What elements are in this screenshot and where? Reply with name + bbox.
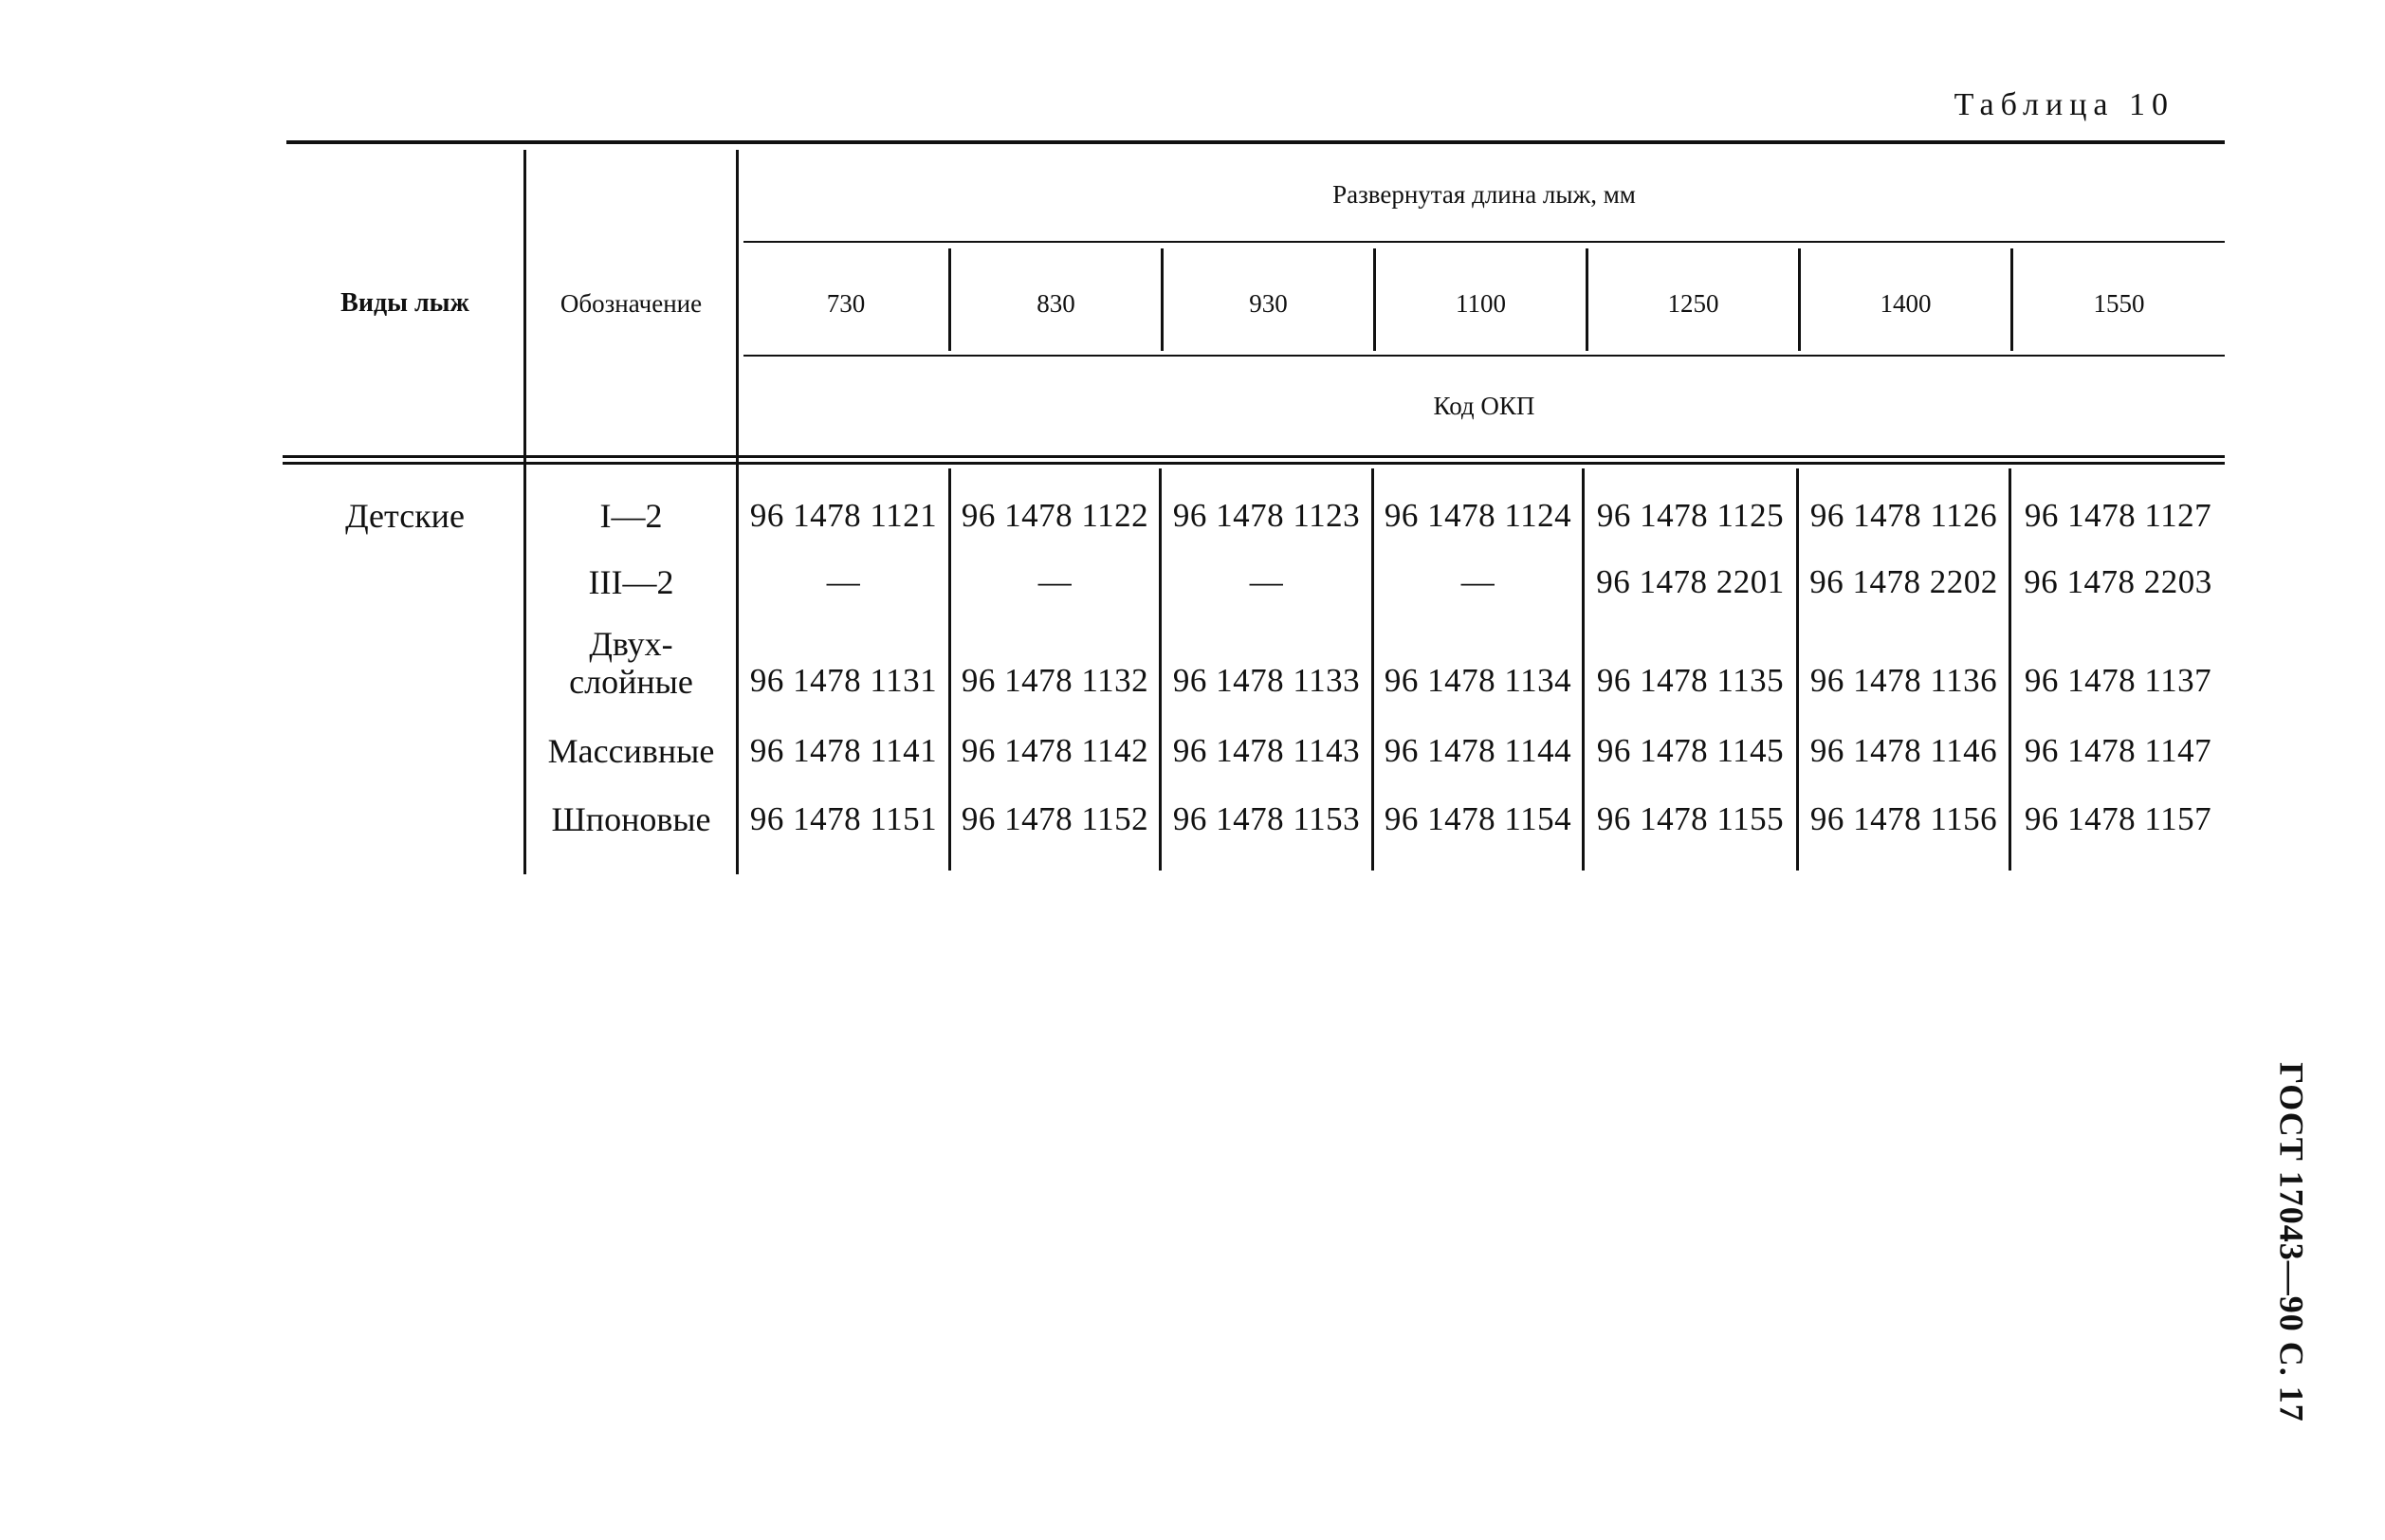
okp-code-cell: 96 1478 1154 — [1384, 800, 1572, 837]
header-divider-code — [743, 355, 2225, 357]
okp-code-cell: — — [1249, 563, 1284, 600]
okp-code-cell: 96 1478 1124 — [1384, 497, 1572, 534]
designation-solid: Массивные — [547, 732, 715, 770]
designation-two-layer — [526, 622, 736, 704]
okp-code-cell: 96 1478 1141 — [749, 732, 938, 769]
okp-code-cell: — — [826, 563, 861, 600]
header-length-730: 730 — [826, 288, 866, 318]
designation-veneer: Шпоновые — [551, 800, 711, 838]
header-length-830: 830 — [1037, 288, 1075, 318]
okp-code-cell: 96 1478 1135 — [1596, 662, 1785, 699]
designation-two-layer-line1: Двух- — [589, 625, 673, 663]
okp-code-cell: 96 1478 2203 — [2024, 563, 2212, 600]
okp-code-cell: — — [1037, 563, 1073, 600]
okp-code-cell: 96 1478 1131 — [749, 662, 938, 699]
okp-code-cell: 96 1478 1144 — [1384, 732, 1572, 769]
designation-two-layer-line2: слойные — [569, 663, 693, 701]
designation-I-2: I—2 — [599, 497, 663, 535]
page-footer-text: ГОСТ 17043—90 С. 17 — [2273, 1062, 2311, 1422]
okp-code-cell: 96 1478 1123 — [1172, 497, 1361, 534]
header-bottom-rule-1 — [283, 455, 2225, 458]
group-label-children: Детские — [345, 497, 465, 535]
okp-code-cell: 96 1478 1156 — [1809, 800, 1998, 837]
header-length-1250: 1250 — [1667, 288, 1719, 318]
top-rule — [286, 140, 2225, 144]
okp-code-cell: 96 1478 1146 — [1809, 732, 1998, 769]
okp-code-cell: 96 1478 1143 — [1172, 732, 1361, 769]
okp-code-cell: 96 1478 1121 — [749, 497, 938, 534]
okp-code-cell: 96 1478 1122 — [961, 497, 1149, 534]
designation-III-2: III—2 — [588, 563, 674, 601]
okp-code-cell: 96 1478 1153 — [1172, 800, 1361, 837]
header-length-span: Развернутая длина лыж, мм — [1332, 179, 1636, 209]
table-caption: Таблица 10 — [1954, 87, 2174, 122]
okp-code-cell: 96 1478 1136 — [1809, 662, 1998, 699]
okp-code-cell: 96 1478 1137 — [2024, 662, 2212, 699]
okp-code-cell: 96 1478 1152 — [961, 800, 1149, 837]
okp-code-cell: 96 1478 2202 — [1809, 563, 1998, 600]
okp-code-cell: 96 1478 1155 — [1596, 800, 1785, 837]
page-footer-standard — [2268, 1053, 2316, 1432]
header-length-930: 930 — [1249, 288, 1288, 318]
okp-code-cell: 96 1478 1127 — [2024, 497, 2212, 534]
okp-code-cell: 96 1478 1142 — [961, 732, 1149, 769]
header-designation: Обозначение — [560, 288, 703, 318]
okp-code-cell: 96 1478 1151 — [749, 800, 938, 837]
okp-code-cell: 96 1478 2201 — [1596, 563, 1785, 600]
okp-code-cell: 96 1478 1125 — [1596, 497, 1785, 534]
okp-code-cell: 96 1478 1134 — [1384, 662, 1572, 699]
header-okp-code-span: Код ОКП — [1433, 391, 1535, 420]
header-length-1100: 1100 — [1456, 288, 1506, 318]
header-ski-type: Виды лыж — [340, 288, 469, 318]
okp-code-cell: 96 1478 1145 — [1596, 732, 1785, 769]
header-length-1550: 1550 — [2093, 288, 2145, 318]
header-length-1400: 1400 — [1880, 288, 1932, 318]
okp-code-cell: 96 1478 1133 — [1172, 662, 1361, 699]
okp-code-cell: 96 1478 1126 — [1809, 497, 1998, 534]
okp-code-cell: 96 1478 1132 — [961, 662, 1149, 699]
okp-code-cell: 96 1478 1147 — [2024, 732, 2212, 769]
header-bottom-rule-2 — [283, 462, 2225, 465]
header-divider-length — [743, 241, 2225, 243]
okp-code-cell: 96 1478 1157 — [2024, 800, 2212, 837]
okp-code-cell: — — [1460, 563, 1495, 600]
